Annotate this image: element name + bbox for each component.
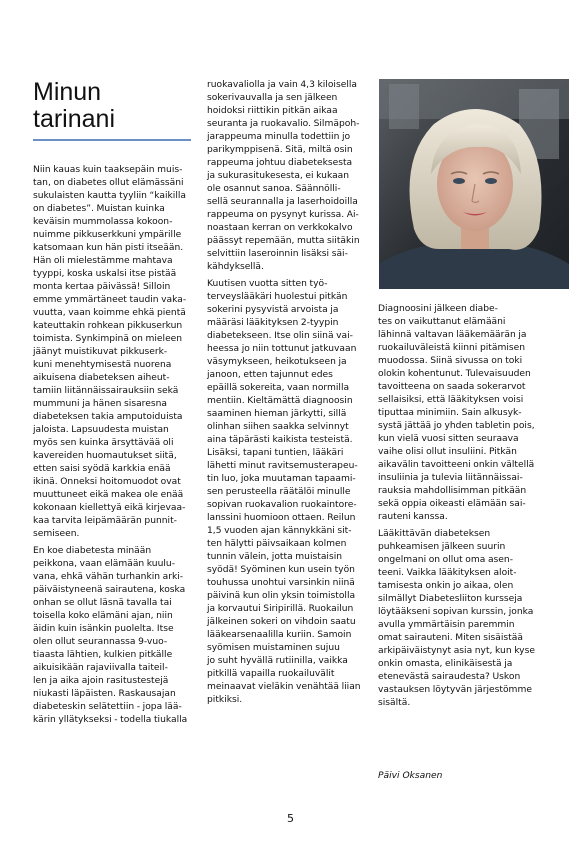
- text-line: rappeuma on pysynyt kurissa. Ai-: [207, 210, 359, 220]
- text-line: aikuisikään rajaviivalla taiteil-: [33, 663, 168, 673]
- text-line: avulla ymmärtäisin paremmin: [378, 620, 515, 630]
- text-line: toimista. Synkimpinä on mieleen: [33, 334, 183, 344]
- text-line: vastauksen löytyvän järjestömme: [378, 685, 532, 695]
- text-line: aikavälin tavoitteeni onkin vältellä: [378, 460, 535, 470]
- text-line: syömisen muistaminen sujuu: [207, 643, 340, 653]
- title-underline: [33, 139, 191, 141]
- text-line: len ja aika ajoin rasitustestejä: [33, 676, 169, 686]
- text-line: sopivan ruokavalion ruokaintore-: [207, 500, 357, 510]
- text-line: Diagnoosini jälkeen diabe-: [378, 304, 498, 314]
- text-line: tamisesta onkin jo aikaa, olen: [378, 581, 514, 591]
- text-line: lähetti minut ravitsemusterapeu-: [207, 461, 358, 471]
- text-line: kähdyksellä.: [207, 262, 264, 272]
- text-line: sellä seurannalla ja laserhoidoilla: [207, 197, 358, 207]
- text-line: olokin kohentunut. Tulevaisuuden: [378, 369, 531, 379]
- text-line: diabeteskin selätettiin - jopa lää-: [33, 702, 182, 712]
- text-line: päivinä kun olin yksin toimistolla: [207, 591, 356, 601]
- text-line: jäänyt muistikuvat pikkuserk-: [33, 347, 168, 357]
- text-line: sokerivauvalla ja sen jälkeen: [207, 93, 338, 103]
- text-line: Hän oli mielestämme mahtava: [33, 256, 173, 266]
- text-line: sellaisiksi, että lääkityksen voisi: [378, 395, 524, 405]
- text-line: jaloista. Lapsuudesta muistan: [33, 425, 169, 435]
- text-line: päiväistyneenä sairautena, koska: [33, 585, 186, 595]
- text-line: saaminen hieman järkytti, sillä: [207, 409, 347, 419]
- text-line: meinaavat vieläkin venähtää liian: [207, 682, 361, 692]
- text-line: heessa jo niin tottunut jatkuvaan: [207, 344, 357, 354]
- text-line: janoon, etten tajunnut edes: [207, 370, 333, 380]
- text-line: jälkeinen sokeri on vihdoin saatu: [207, 617, 356, 627]
- text-line: parikymppisenä. Sitä, miltä osin: [207, 145, 353, 155]
- text-line: 1,5 vuoden ajan kännykkäni sit-: [207, 526, 352, 536]
- text-line: seuranta ja ruokavalio. Silmäpoh-: [207, 119, 360, 129]
- text-line: lanssini huomioon ottaen. Reilun: [207, 513, 356, 523]
- text-line: tyyppi, koska uskalsi itse pistää: [33, 269, 177, 279]
- text-line: tunnin välein, jotta muistaisin: [207, 552, 343, 562]
- text-line: toisella koko elämäni ajan, niin: [33, 611, 173, 621]
- text-line: muuttuneet eikä makea ole enää: [33, 490, 184, 500]
- text-line: sen perusteella räätälöi minulle: [207, 487, 351, 497]
- text-line: päässyt repemään, mutta siitäkin: [207, 236, 360, 246]
- text-line: omat sairauteni. Miten sisäistää: [378, 633, 523, 643]
- text-line: sisältä.: [378, 698, 411, 708]
- text-line: kaa tarvita leipämäärän punnit-: [33, 516, 177, 526]
- text-line: silmällyt Diabetesliiton kursseja: [378, 594, 523, 604]
- text-line: aikuisena diabeteksen aiheut-: [33, 373, 170, 383]
- text-line: rauksia mahdollisimman pitkään: [378, 486, 527, 496]
- text-line: syödä! Syöminen kun usein työn: [207, 565, 355, 575]
- text-line: etten saisi syödä karkkia enää: [33, 464, 171, 474]
- text-line: olinhan siihen saakka selvinnyt: [207, 422, 349, 432]
- text-line: selvittiin laseroinnin lisäksi säi-: [207, 249, 348, 259]
- text-line: emme ymmärtäneet taudin vaka-: [33, 295, 187, 305]
- title-line-1: Minun: [33, 78, 102, 106]
- text-line: tes on vaikuttanut elämääni: [378, 317, 506, 327]
- text-line: niukasti läpäisten. Raskausajan: [33, 689, 176, 699]
- text-line: tamiin liitännäissairauksiin sekä: [33, 386, 179, 396]
- text-line: ole osannut sanoa. Säännölli-: [207, 184, 341, 194]
- text-line: Niin kauas kuin taaksepäin muis-: [33, 165, 183, 175]
- text-line: teeni. Vaikka lääkityksen aloit-: [378, 568, 517, 578]
- text-line: vaihe olisi ollut insuliini. Pitkän: [378, 447, 517, 457]
- text-line: ten hälytti päivsaikaan kolmen: [207, 539, 347, 549]
- text-line: tin luo, joka muutaman tapaami-: [207, 474, 356, 484]
- text-column-2: [207, 79, 372, 707]
- author-signature: Päivi Oksanen: [378, 771, 443, 781]
- text-line: ruokavaliolla ja vain 4,3 kiloisella: [207, 80, 357, 90]
- text-line: jo suht hyvällä rutiinilla, vaikka: [207, 656, 348, 666]
- text-line: lähinnä valtavan lääkemäärän ja: [378, 330, 527, 340]
- text-line: Kuutisen vuotta sitten työ-: [207, 279, 328, 289]
- text-line: väsymykseen, heikotukseen ja: [207, 357, 347, 367]
- text-line: tiputtaa minimiin. Sain alkusyk-: [378, 408, 522, 418]
- text-line: ikinä. Onneksi hoitomuodot ovat: [33, 477, 181, 487]
- text-line: myös sen kuinka ärsyttävää oli: [33, 438, 174, 448]
- text-line: pitkiksi.: [207, 695, 243, 705]
- text-line: vuutta, vaan koimme ehkä pientä: [33, 308, 186, 318]
- text-line: kateuttakin rohkean pikkuserkun: [33, 321, 183, 331]
- article-title: [33, 79, 193, 133]
- text-line: kuni menehtymisestä nuorena: [33, 360, 172, 370]
- text-line: muodossa. Siinä sivussa on toki: [378, 356, 523, 366]
- text-line: epäillä sokereita, vaan normilla: [207, 383, 350, 393]
- text-line: mummuni ja hänen sisaresna: [33, 399, 167, 409]
- text-line: aina täpärästi kaikista testeistä.: [207, 435, 353, 445]
- portrait-illustration: [379, 79, 569, 289]
- text-line: touhussa unohtui varsinkin niinä: [207, 578, 355, 588]
- text-line: terveyslääkäri huolestui pitkän: [207, 292, 348, 302]
- text-line: noastaan kerran on verkkokalvo: [207, 223, 353, 233]
- text-line: mentiin. Kieltämättä diagnoosin: [207, 396, 353, 406]
- text-line: systä jättää jo yhden tabletin pois,: [378, 421, 535, 431]
- text-line: on diabetes”. Muistan kuinka: [33, 204, 165, 214]
- text-line: arkipäiväistynyt asia nyt, kun kyse: [378, 646, 535, 656]
- text-line: kärin yllätykseksi - todella tiukalla: [33, 715, 188, 725]
- text-line: löytääkseni sopivan kurssin, jonka: [378, 607, 534, 617]
- text-line: diabetekseen. Itse olin siinä vai-: [207, 331, 353, 341]
- text-line: ongelmani on ollut oma asen-: [378, 555, 513, 565]
- text-line: pitkillä vapailla ruokailuvälit: [207, 669, 335, 679]
- text-line: puhkeamisen jälkeen suurin: [378, 542, 506, 552]
- text-line: tiaasta lähtien, kulkien pitkälle: [33, 650, 173, 660]
- text-line: sekä oppia oikeasti elämään sai-: [378, 499, 526, 509]
- text-line: insuliinia ja tulevia liitännäissai-: [378, 473, 523, 483]
- text-line: kavereiden huomautukset siitä,: [33, 451, 177, 461]
- text-line: rauteni kanssa.: [378, 512, 448, 522]
- text-line: etenevästä sairaudesta? Uskon: [378, 672, 521, 682]
- text-line: ja korvautui Siripirillä. Ruokailun: [207, 604, 354, 614]
- text-line: määräsi lääkityksen 2-tyypin: [207, 318, 339, 328]
- text-column-1: [33, 164, 198, 727]
- text-line: monta kertaa päivässä! Silloin: [33, 282, 171, 292]
- text-line: tavoitteena on saada sokerarvot: [378, 382, 526, 392]
- text-line: rappeuma johtuu diabeteksesta: [207, 158, 353, 168]
- text-line: vana, ehkä vähän turhankin arki-: [33, 572, 184, 582]
- text-line: peikkona, vaan elämään kuulu-: [33, 559, 175, 569]
- text-line: Lääkittävän diabeteksen: [378, 529, 491, 539]
- text-line: ruokailuväleistä kiinni pitämisen: [378, 343, 526, 353]
- text-line: onkin omasta, elinikäisestä ja: [378, 659, 513, 669]
- text-line: tan, on diabetes ollut elämässäni: [33, 178, 184, 188]
- text-line: onhan se ollut läsnä tavalla tai: [33, 598, 172, 608]
- text-column-3: [378, 303, 550, 710]
- text-line: sukulaisten kautta tyyliin “kaikilla: [33, 191, 186, 201]
- text-line: kun vielä vuosi sitten seuraava: [378, 434, 519, 444]
- text-line: lääkearsenaalilla kuriin. Samoin: [207, 630, 352, 640]
- text-line: jarappeuma minulla todettiin jo: [207, 132, 351, 142]
- page-number: 5: [287, 812, 294, 825]
- text-line: katsomaan kun hän pisti itseään.: [33, 243, 184, 253]
- text-line: sokerini pysyvistä arvoista ja: [207, 305, 339, 315]
- text-line: En koe diabetesta minään: [33, 546, 152, 556]
- portrait-photo: [379, 79, 569, 289]
- text-line: Lisäksi, tapani tuntien, lääkäri: [207, 448, 344, 458]
- text-line: diabeteksen takia amputoiduista: [33, 412, 183, 422]
- text-line: ja sukurasitukesesta, ei kukaan: [207, 171, 350, 181]
- text-line: olen ollut seurannassa 9-vuo-: [33, 637, 168, 647]
- text-line: äidin kuin isänkin puolelta. Itse: [33, 624, 174, 634]
- text-line: keväisin mummolassa kokoon-: [33, 217, 173, 227]
- text-line: hoidoksi riittikin pitkän aikaa: [207, 106, 338, 116]
- text-line: nuimme pikkuserkkuni ympärille: [33, 230, 182, 240]
- title-line-2: tarinani: [33, 105, 115, 133]
- text-line: semiseen.: [33, 529, 80, 539]
- text-line: kokonaan kiellettyä eikä kirjevaa-: [33, 503, 186, 513]
